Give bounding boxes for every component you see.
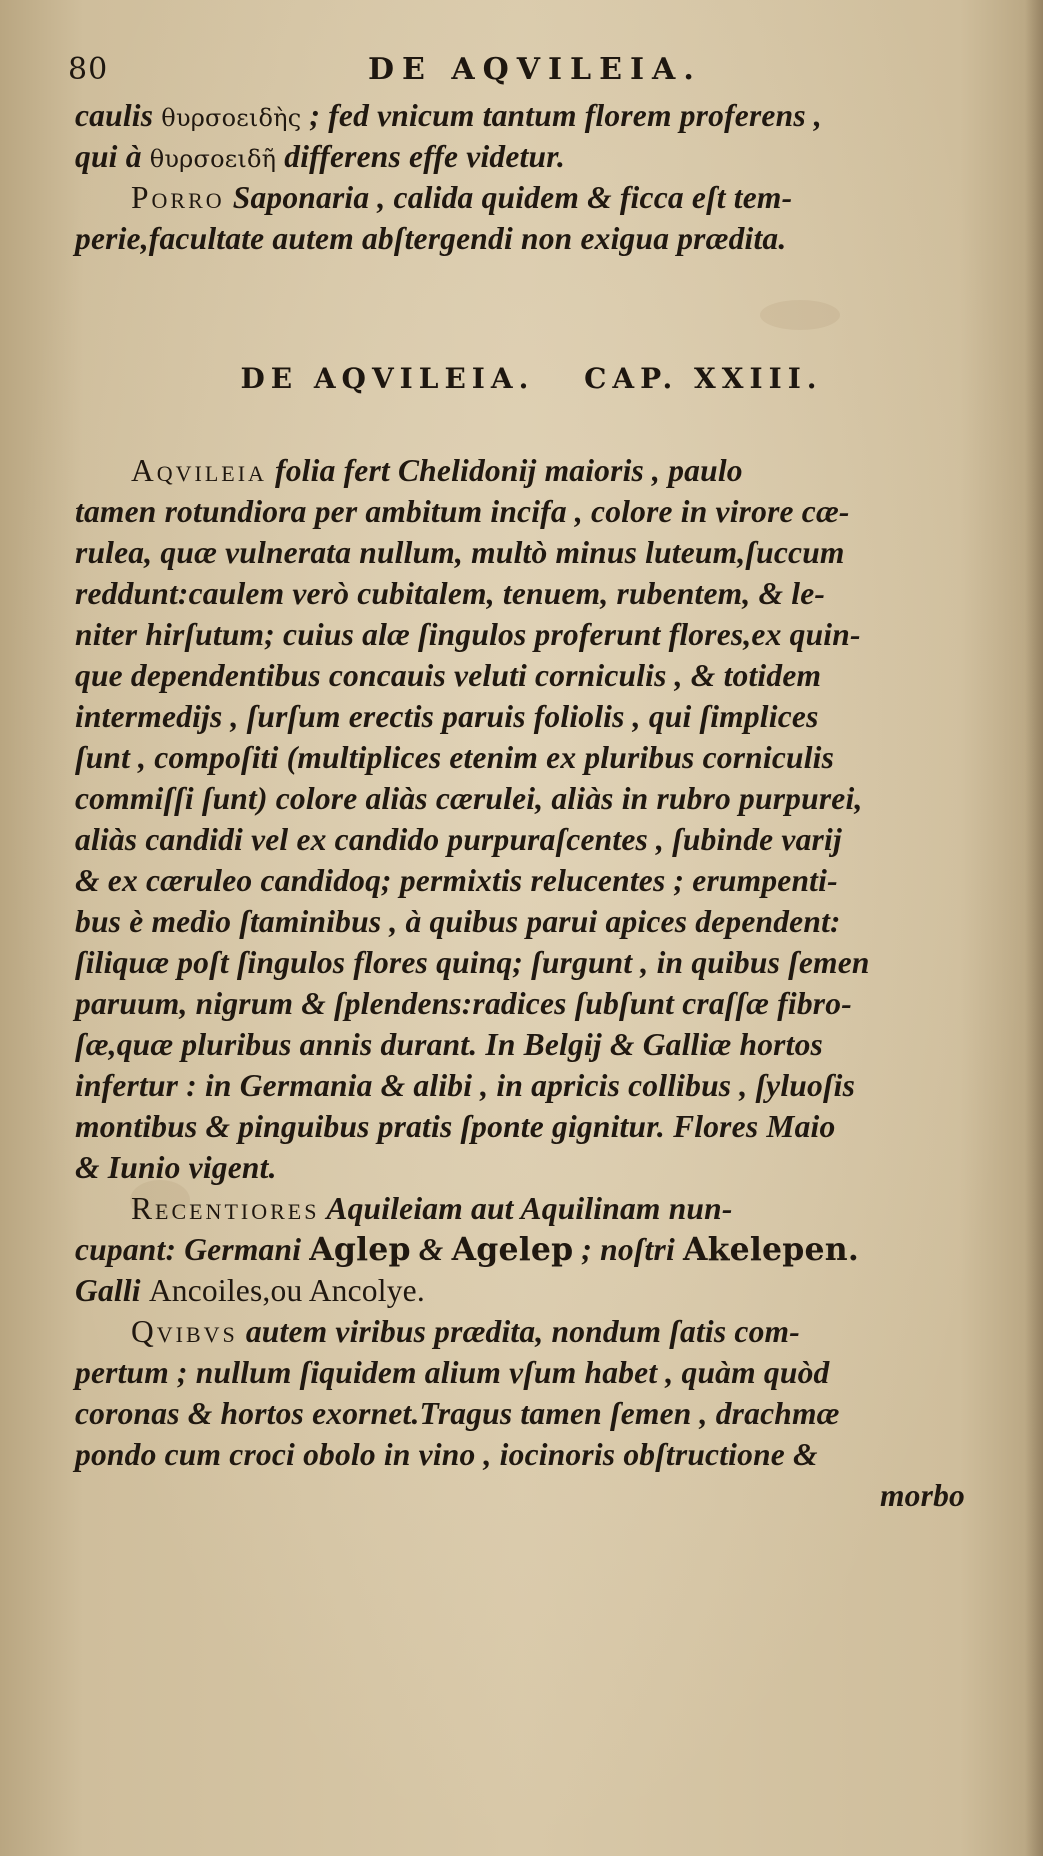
text-line	[75, 491, 975, 532]
text-run: cupant: Germani	[75, 1232, 310, 1267]
text-line	[75, 942, 975, 983]
text-run: infertur : in Germania & alibi , in apricis collibus , ſyluoſis	[75, 1068, 856, 1103]
running-head: DE AQVILEIA.	[368, 52, 702, 87]
text-line	[75, 1475, 975, 1516]
text-line	[75, 573, 975, 614]
text-run: & ex cæruleo candidoq; permixtis relucentes ; erumpenti-	[75, 863, 838, 898]
text-line	[75, 136, 975, 177]
text-run: ſunt , compoſiti (multiplices etenim ex pluribus corniculis	[75, 740, 835, 775]
text-line	[75, 1065, 975, 1106]
chapter-number: CAP. XXIII.	[584, 362, 823, 395]
text-line	[75, 450, 975, 491]
text-run: tamen rotundiora per ambitum incifa , colore in virore cæ-	[75, 494, 850, 529]
text-run: ; noſtri	[573, 1232, 683, 1267]
text-line	[75, 1229, 975, 1270]
text-run: pertum ; nullum ſiquidem alium vſum habet , quàm quòd	[75, 1355, 830, 1390]
text-run: perie,facultate autem abſtergendi non exigua prædita.	[75, 221, 787, 256]
text-run: aliàs candidi vel ex candido purpuraſcentes , ſubinde varij	[75, 822, 842, 857]
text-run: intermedijs , ſurſum erectis paruis foliolis , qui ſimplices	[75, 699, 819, 734]
text-line	[75, 1024, 975, 1065]
text-line	[75, 1188, 975, 1229]
text-line	[75, 983, 975, 1024]
text-run: autem viribus prædita, nondum ſatis com-	[237, 1314, 800, 1349]
text-run: reddunt:caulem verò cubitalem, tenuem, rubentem, & le-	[75, 576, 826, 611]
text-run: paruum, nigrum & ſplendens:radices ſubſunt craſſæ fibro-	[75, 986, 852, 1021]
text-line	[75, 218, 975, 259]
text-line	[75, 1270, 975, 1311]
text-run: morbo	[879, 1478, 965, 1513]
greek-word: θυρσοειδὴς	[161, 104, 302, 132]
text-run: ſæ,quæ pluribus annis durant. In Belgij & Galliæ hortos	[75, 1027, 823, 1062]
text-line	[75, 901, 975, 942]
text-line	[75, 1393, 975, 1434]
chapter-body	[75, 450, 975, 1516]
text-line	[75, 1352, 975, 1393]
text-run: Ancoiles,ou Ancolye.	[148, 1273, 425, 1308]
initial-word: Porro	[131, 180, 225, 215]
blackletter-word: Aglep	[309, 1231, 411, 1268]
page-edge-shadow	[1025, 0, 1043, 1856]
greek-word: θυρσοειδῆ	[149, 145, 277, 173]
text-run: differens effe videtur.	[276, 139, 566, 174]
text-run: folia fert Chelidonij maioris , paulo	[266, 453, 743, 488]
text-run: niter hirſutum; cuius alæ ſingulos proferunt flores,ex quin-	[75, 617, 861, 652]
text-line	[75, 177, 975, 218]
text-line	[75, 778, 975, 819]
text-run: & Iunio vigent.	[75, 1150, 277, 1185]
intro-paragraphs	[75, 95, 975, 259]
text-run: Saponaria , calida quidem & ficca eſt tem-	[224, 180, 793, 215]
page-number: 80	[68, 52, 109, 87]
text-run: rulea, quæ vulnerata nullum, multò minus luteum,ſuccum	[75, 535, 845, 570]
text-line	[75, 614, 975, 655]
blackletter-word: Agelep	[451, 1231, 574, 1268]
text-run: bus è medio ſtaminibus , à quibus parui apices dependent:	[75, 904, 841, 939]
text-run: caulis	[75, 98, 162, 133]
text-line	[75, 696, 975, 737]
text-run: ſiliquæ poſt ſingulos flores quinq; ſurgunt , in quibus ſemen	[75, 945, 870, 980]
text-run: que dependentibus concauis veluti corniculis , & totidem	[75, 658, 822, 693]
text-run: Galli	[75, 1273, 149, 1308]
text-line	[75, 819, 975, 860]
text-run: &	[410, 1232, 452, 1267]
text-run: Aquileiam aut Aquilinam nun-	[319, 1191, 733, 1226]
text-run: pondo cum croci obolo in vino , iocinoris obſtructione &	[75, 1437, 818, 1472]
text-line	[75, 1311, 975, 1352]
initial-word: Qvibvs	[131, 1314, 238, 1349]
text-line	[75, 95, 975, 136]
text-run: coronas & hortos exornet.Tragus tamen ſemen , drachmæ	[75, 1396, 840, 1431]
blackletter-word: Akelepen.	[682, 1231, 860, 1268]
page-header	[68, 52, 968, 92]
text-line	[75, 1106, 975, 1147]
initial-word: Recentiores	[131, 1191, 320, 1226]
text-run: montibus & pinguibus pratis ſponte gignitur. Flores Maio	[75, 1109, 836, 1144]
text-run: qui à	[75, 139, 150, 174]
text-line	[75, 737, 975, 778]
text-line	[75, 655, 975, 696]
text-run: commiſſi ſunt) colore aliàs cærulei, aliàs in rubro purpurei,	[75, 781, 863, 816]
text-line	[75, 1147, 975, 1188]
chapter-title: DE AQVILEIA.	[240, 362, 535, 395]
chapter-heading	[0, 362, 1043, 395]
text-line	[75, 1434, 975, 1475]
text-line	[75, 860, 975, 901]
paper-stain	[760, 300, 840, 330]
text-run: ; fed vnicum tantum florem proferens ,	[301, 98, 822, 133]
text-line	[75, 532, 975, 573]
initial-word: Aqvileia	[131, 453, 267, 488]
